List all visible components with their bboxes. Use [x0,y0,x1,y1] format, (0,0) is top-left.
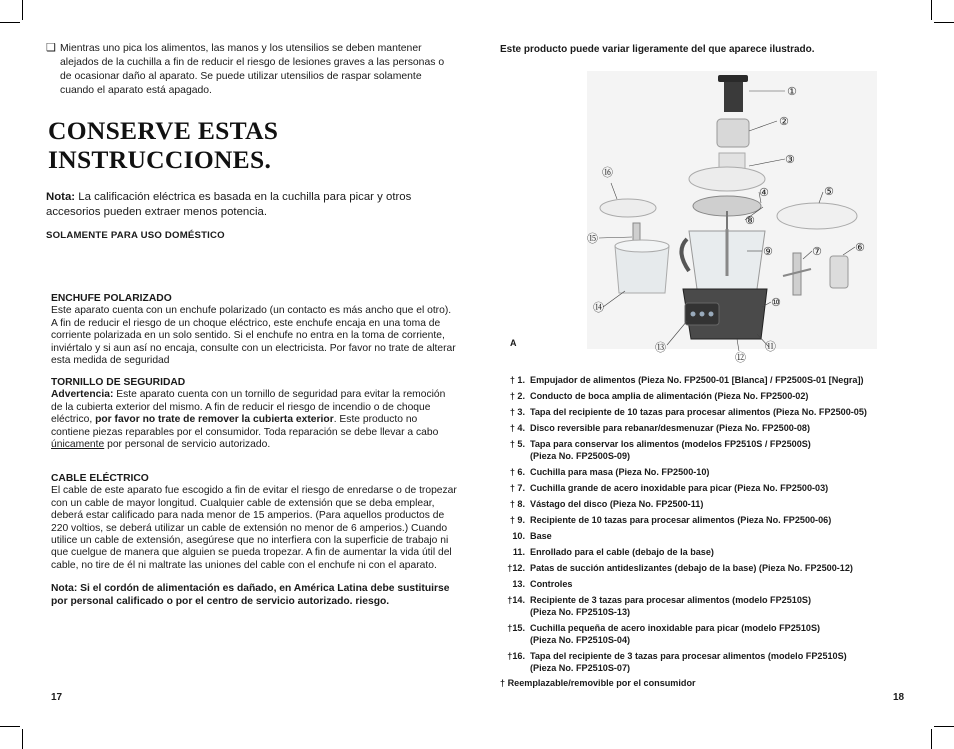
part-number: † 8. [509,499,525,509]
callout-11: ⑪ [765,340,776,353]
callout-1: ① [787,85,797,98]
callout-13: ⑬ [655,341,666,354]
checkbox-bullet-icon: ❑ [46,42,56,54]
parts-list-item [500,530,920,542]
parts-list-item [500,482,920,494]
part-number: 10. [512,531,525,541]
crop-mark [0,22,20,23]
parts-list-item [500,390,920,402]
crop-mark [931,0,932,20]
part-description: Enrollado para el cable (debajo de la base) [530,547,714,557]
part-description: Base [530,531,552,541]
security-screw-section [51,377,457,451]
part-number: †12. [507,563,525,573]
part-description: Disco reversible para rebanar/desmenuzar (Pieza No. FP2500-08) [530,423,811,433]
part-number: †16. [507,651,525,661]
replaceable-footnote: † Reemplazable/removible por el consumidor [500,678,696,688]
crop-mark [934,726,954,727]
crop-mark [22,0,23,20]
page-title [48,116,458,174]
part-description: Tapa del recipiente de 3 tazas para procesar alimentos (modelo FP2510S) (Pieza No. FP2510S-07) [530,651,847,673]
part-number: †14. [507,595,525,605]
callout-3: ③ [785,153,795,166]
note-text: La calificación eléctrica es basada en la cuchilla para picar y otros accesorios pueden extraer menos potencia. [46,191,412,218]
page-number-left: 17 [51,692,63,703]
cord-text: El cable de este aparato fue escogido a fin de evitar el riesgo de enredarse o de tropezar con un cable de mayor longitud. Cualquier cable de extensión que se deba emplear, deberá estar calificado para nada menor de 15 amperios. (Para aquellos productos de 220 voltios, se deberá utilizar un cable de extensión no menor de 6 amperios.) Cuando utilice un cable de extensión, asegúrese que no interfiera con la superficie de trabajo ni que cuelgue de manera que alguien se pueda tropezar. A fin de aumentar la vida útil del cable, no tire de él ni maltrate las uniones del cable con el enchufe ni con el aparato. [51,485,457,571]
callout-2: ② [779,115,789,128]
part-description: Cuchilla grande de acero inoxidable para picar (Pieza No. FP2500-03) [530,483,829,493]
callout-9: ⑨ [763,245,773,258]
page-number-right: 18 [893,692,905,703]
bowl-lid-shape [689,167,765,191]
part-description: Patas de succión antideslizantes (debajo de la base) (Pieza No. FP2500-12) [530,563,853,573]
safety-bullet [46,42,458,98]
bullet-text: Mientras uno pica los alimentos, las manos y los utensilios se deben mantener alejados de la cuchilla a fin de reducir el riesgo de lesiones graves a las personas o de ocasionar daño al aparato. Se puede utilizar utensilios de raspar solamente cuando el aparato está apagado. [60,43,445,96]
crop-mark [0,726,20,727]
callout-6: ⑥ [855,241,865,254]
parts-list-item [500,546,920,558]
callout-5: ⑤ [824,185,834,198]
household-use-heading: SOLAMENTE PARA USO DOMÉSTICO [46,230,225,241]
feed-chute-shape [717,119,749,147]
callout-16: ⑯ [602,166,613,179]
screw-text-3: por personal de servicio autorizado. [104,439,271,451]
part-description: Conducto de boca amplia de alimentación (Pieza No. FP2500-02) [530,391,809,401]
parts-list-item [500,622,920,646]
food-pusher-shape [718,75,748,82]
figure-letter: A [510,338,517,348]
parts-list-item [500,514,920,526]
left-page-top [46,42,458,241]
screw-text [51,389,457,451]
parts-illustration [587,71,877,364]
callout-8: ⑧ [745,214,755,227]
screw-text-bold: por favor no trate de remover la cubierta exterior [95,414,334,426]
part-number: †15. [507,623,525,633]
part-description: Recipiente de 3 tazas para procesar alimentos (modelo FP2510S) (Pieza No. FP2510S-13) [530,595,812,617]
callout-7: ⑦ [812,245,822,258]
part-description: Empujador de alimentos (Pieza No. FP2500-01 [Blanca] / FP2500S-01 [Negra]) [530,375,864,385]
part-description: Tapa para conservar los alimentos (modelos FP2510S / FP2500S) (Pieza No. FP2500S-09) [530,439,811,461]
part-description: Controles [530,579,573,589]
parts-list-item [500,578,920,590]
warning-label: Advertencia: [51,389,114,401]
part-number: † 6. [509,467,525,477]
part-number: † 3. [509,407,525,417]
part-description: Vástago del disco (Pieza No. FP2500-11) [530,499,704,509]
part-number: 11. [512,547,525,557]
parts-list [500,374,920,688]
parts-list-item [500,438,920,462]
screw-text-underlined: únicamente [51,439,105,451]
part-number: † 7. [509,483,525,493]
part-description: Tapa del recipiente de 10 tazas para procesar alimentos (Pieza No. FP2500-05) [530,407,867,417]
parts-list-item [500,422,920,434]
callout-12: ⑫ [735,351,746,364]
screw-text-2: . Este producto no contiene piezas reparables por el consumidor. Toda reparación se debe llevar a cabo [51,414,439,438]
callout-14: ⑭ [593,301,604,314]
part-number: † 9. [509,515,525,525]
callout-15: ⑮ [587,232,598,245]
note-label: Nota: [46,191,76,203]
crop-mark [22,729,23,749]
callout-10: ⑩ [771,296,781,309]
part-description: Cuchilla para masa (Pieza No. FP2500-10) [530,467,710,477]
part-number: † 2. [509,391,525,401]
parts-list-item [500,650,920,674]
callout-4: ④ [759,186,769,199]
part-description: Recipiente de 10 tazas para procesar alimentos (Pieza No. FP2500-06) [530,515,832,525]
parts-list-item [500,562,920,574]
part-number: † 5. [509,439,525,449]
parts-list-item [500,594,920,618]
plug-heading: ENCHUFE POLARIZADO [51,293,172,304]
title-line-2: INSTRUCCIONES. [48,145,272,174]
illustration-disclaimer: Este producto puede variar ligeramente del que aparece ilustrado. [500,44,815,55]
screw-text-1: Este aparato cuenta con un tornillo de seguridad para evitar la remoción de la cubierta exterior del mismo. A fin de reducir el riesgo de incendio o de choque eléctrico, [51,389,446,426]
plug-text: Este aparato cuenta con un enchufe polarizado (un contacto es más ancho que el otro). A fin de reducir el riesgo de un choque eléctrico, este enchufe encaja en una toma de corriente polarizada en un solo sentido. Si el enchufe no entra en la toma de corriente, inviértalo y si aun así no encaja, consulte con un electricista. Por favor no trate de alterar esta medida de seguridad [51,305,456,367]
cord-note: Nota: Si el cordón de alimentación es dañado, en América Latina debe sustituirse por personal calificado o por el centro de servicio autorizado. riesgo. [51,583,450,607]
parts-list-item [500,406,920,418]
screw-heading: TORNILLO DE SEGURIDAD [51,377,186,388]
part-number: † 1. [509,375,525,385]
small-bowl-shape [615,246,669,293]
part-description: Cuchilla pequeña de acero inoxidable para picar (modelo FP2510S) (Pieza No. FP2510S-04) [530,623,821,645]
storage-lid-shape [777,203,857,229]
parts-list-item [500,466,920,478]
cord-heading: CABLE ELÉCTRICO [51,473,149,484]
parts-list-item [500,498,920,510]
part-number: 13. [512,579,525,589]
parts-list-item [500,374,920,386]
part-number: † 4. [509,423,525,433]
crop-mark [931,729,932,749]
title-line-1: CONSERVE ESTAS [48,116,279,145]
rating-note [46,190,458,219]
power-cord-section [51,473,457,608]
polarized-plug-section [51,293,457,367]
right-page-top [500,44,910,55]
crop-mark [934,22,954,23]
